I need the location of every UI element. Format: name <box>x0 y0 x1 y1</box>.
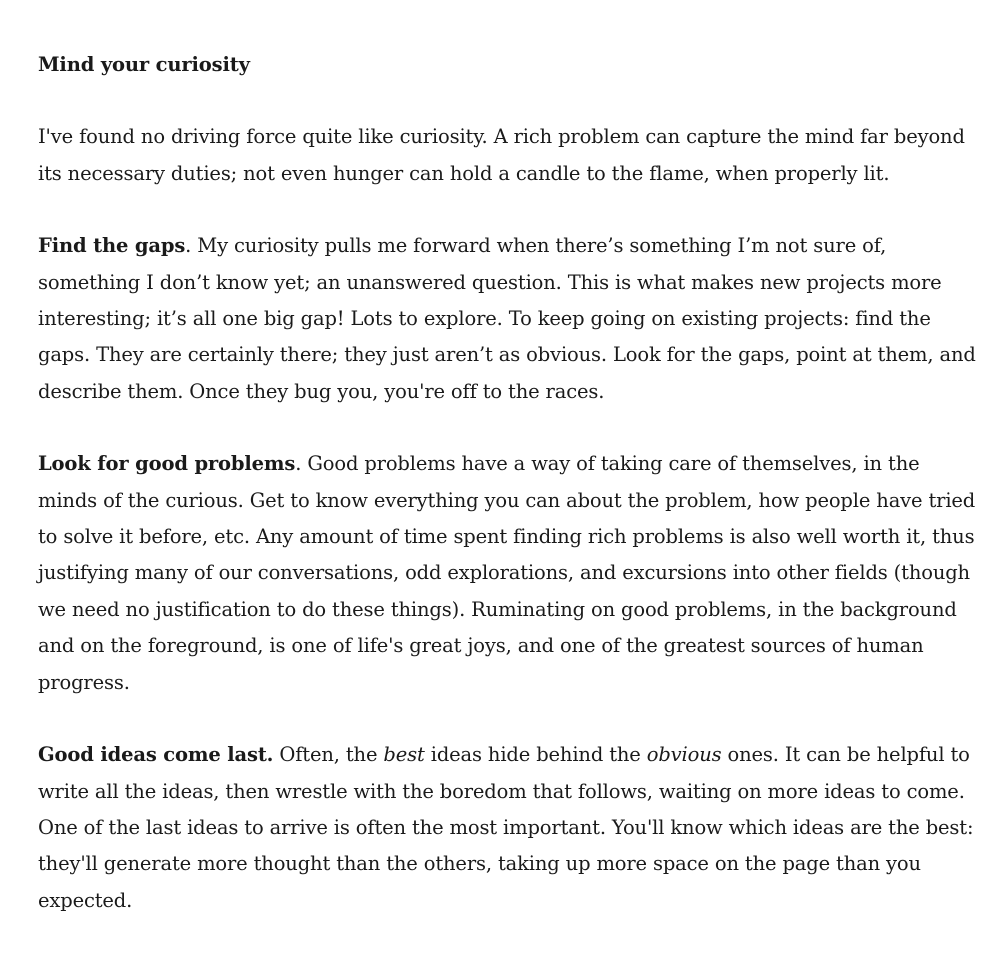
good-ideas-text-1: Often, the <box>273 743 384 767</box>
find-the-gaps-paragraph <box>38 228 978 410</box>
good-ideas-text-2: ideas hide behind the <box>424 743 647 767</box>
article <box>38 47 978 955</box>
good-problems-paragraph <box>38 446 978 701</box>
find-the-gaps-lead: Find the gaps <box>38 234 186 258</box>
intro-paragraph: I've found no driving force quite like curiosity. A rich problem can capture the mind far beyond its necessary duties; not even hunger can hold a candle to the flame, when properly lit. <box>38 125 965 185</box>
good-ideas-emphasis-obvious: obvious <box>646 743 722 767</box>
good-problems-body: Good problems have a way of taking care of themselves, in the minds of the curious. Get to know everything you can about the problem, how people have tried to solve it before, etc. Any amount of time spent finding rich problems is also well worth it, thus justifying many of our conversations, odd explorations, and excursions into other fields (though we need no justification to do these things). Ruminating on good problems, in the background and on the foreground, is one of life's great joys, and one of the greatest sources of human progress. <box>38 452 976 694</box>
good-ideas-paragraph <box>38 737 978 919</box>
good-ideas-text-3: ones. It can be helpful to write all the ideas, then wrestle with the boredom that follows, waiting on more ideas to come. One of the last ideas to arrive is often the most important. You'll know which ideas are the best: they'll generate more thought than the others, taking up more space on the page than you expected. <box>38 743 974 912</box>
good-problems-lead-punct: . <box>295 452 302 476</box>
find-the-gaps-body: My curiosity pulls me forward when there’s something I’m not sure of, something I don’t know yet; an unanswered question. This is what makes new projects more interesting; it’s all one big gap! Lots to explore. To keep going on existing projects: find the gaps. They are certainly there; they just aren’t as obvious. Look for the gaps, point at them, and describe them. Once they bug you, you're off to the races. <box>38 234 976 403</box>
good-ideas-emphasis-best: best <box>383 743 425 767</box>
good-ideas-lead: Good ideas come last. <box>38 743 274 767</box>
good-problems-lead: Look for good problems <box>38 452 296 476</box>
find-the-gaps-lead-punct: . <box>185 234 192 258</box>
section-heading: Mind your curiosity <box>38 53 250 76</box>
